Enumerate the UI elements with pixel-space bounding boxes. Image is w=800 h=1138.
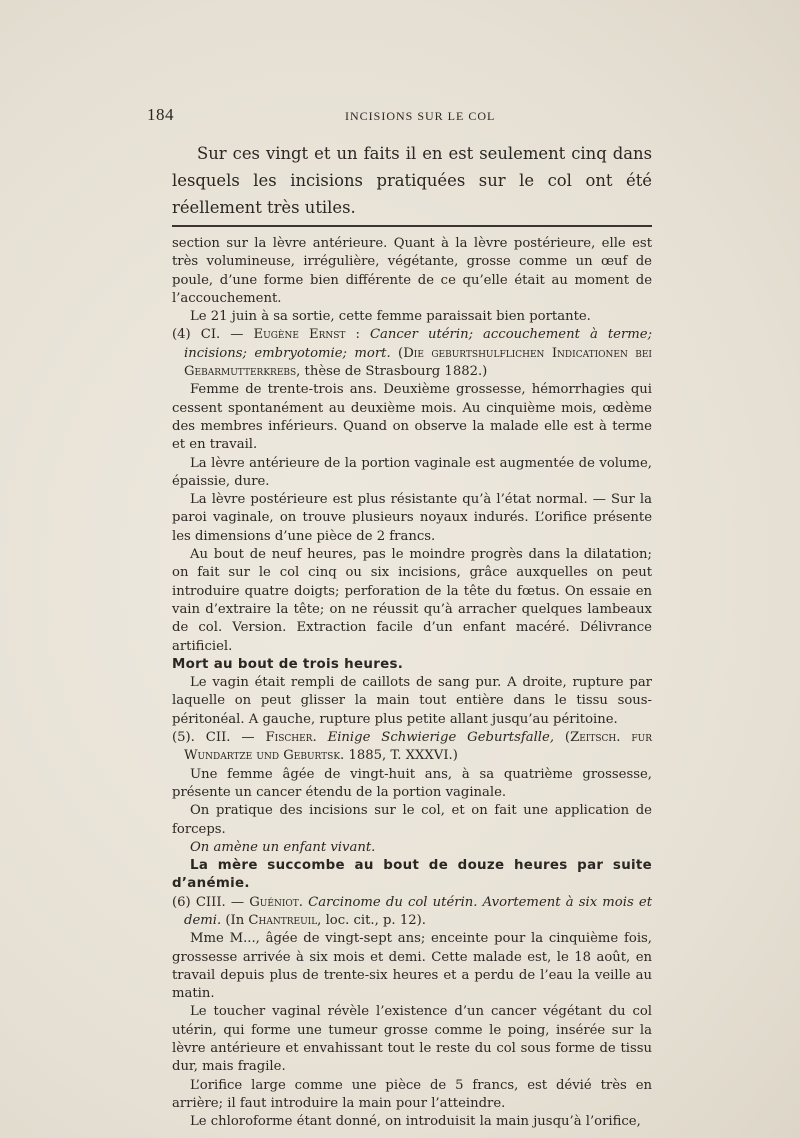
- note-paragraph: L’orifice large comme une pièce de 5 francs, est dévié très en arrière; il faut introduire la main pour l’atteindre.: [172, 1077, 652, 1111]
- note-paragraph: La lèvre antérieure de la portion vaginale est augmentée de volume, épaissie, dure.: [172, 455, 652, 489]
- case-number: (6) CIII. —: [172, 894, 250, 910]
- case-ref-close: 1885, T. XXXVI.): [344, 748, 458, 764]
- section-divider: [172, 225, 652, 227]
- outcome-text: Mort au bout de trois heures.: [172, 656, 404, 672]
- note-paragraph: Le vagin était rempli de caillots de sang pur. A droite, rupture par laquelle on peut glisser la main tout entière dans le tissu sous-péritonéal. A gauche, rupture plus petite allant jusqu’au péritoine.: [172, 675, 652, 727]
- note-paragraph: Le toucher vaginal révèle l’existence d’un cancer végétant du col utérin, qui forme une tumeur grosse comme le poing, insérée sur la lèvre antérieure et envahissant tout le reste du col sous forme de tissu dur, mais fragile.: [172, 1004, 652, 1075]
- note-paragraph: La lèvre postérieure est plus résistante qu’à l’état normal. — Sur la paroi vaginale, on trouve plusieurs noyaux indurés. L’orifice présente les dimensions d’une pièce de 2 francs.: [172, 492, 652, 544]
- case-number: (4) CI. —: [172, 327, 254, 343]
- running-title: INCISIONS SUR LE COL: [345, 109, 496, 123]
- case-title: Carcinome du col utérin. Avortement à six mois et demi.: [184, 894, 652, 928]
- case-author: Guéniot.: [249, 894, 303, 910]
- note-paragraph: Femme de trente-trois ans. Deuxième grossesse, hémorrhagies qui cessent spontanément au deuxième mois. Au cinquième mois, œdème des membres inférieurs. Quand on observe la malade elle est à terme et en travail.: [172, 382, 652, 453]
- case-author: Eugène Ernst: [253, 327, 346, 343]
- page-number: 184: [147, 105, 174, 124]
- case-number: (5). CII. —: [172, 730, 266, 746]
- case-ref-close: thèse de Strasbourg 1882.): [300, 364, 488, 380]
- page-header: [147, 105, 653, 125]
- case-reference: Zeitsch. fur Wundartze und Geburtsk.: [184, 730, 652, 764]
- note-paragraph: Mme M..., âgée de vingt-sept ans; enceinte pour la cinquième fois, grossesse arrivée à six mois et demi. Cette malade est, le 18 août, en travail depuis plus de trente-six heures et a perdu de l’eau la veille au matin.: [172, 931, 652, 1002]
- outcome-text: La mère succombe au bout de douze heures par suite d’anémie.: [172, 858, 652, 892]
- case-title: Cancer utérin; accouchement à terme; incisions; embryotomie; mort.: [184, 327, 653, 361]
- case-title: Einige Schwierige Geburtsfalle,: [316, 730, 555, 746]
- case-ref-close: loc. cit., p. 12).: [321, 912, 426, 928]
- case-heading-5: [172, 729, 652, 766]
- note-continuation: section sur la lèvre antérieure. Quant à la lèvre postérieure, elle est très volumineuse, irrégulière, végétante, grosse comme un œuf de poule, d’une forme bien différente de ce qu’elle était au moment de l’accouchement.: [172, 236, 652, 306]
- case-heading-6: [172, 894, 652, 931]
- case-author: Fischer.: [265, 730, 317, 746]
- case-ref-open: (: [390, 345, 404, 361]
- intro-text: Sur ces vingt et un faits il en est seulement cinq dans lesquels les incisions pratiquées sur le col ont été réellement très utiles.: [172, 144, 652, 217]
- case-ref-open: (: [554, 730, 571, 746]
- intro-paragraph: [172, 140, 652, 221]
- case-reference-author: Chantreuil,: [248, 912, 322, 928]
- note-paragraph: Au bout de neuf heures, pas le moindre progrès dans la dilatation; on fait sur le col cinq ou six incisions, grâce auxquelles on peut introduire quatre doigts; perforation de la tête du fœtus. On essaie en vain d’extraire la tête; on ne réussit qu’à arracher quelques lambeaux de col. Version. Extraction facile d’un enfant macéré. Délivrance artificiel.: [172, 547, 652, 654]
- note-paragraph: Une femme âgée de vingt-huit ans, à sa quatrième grossesse, présente un cancer étendu de la portion vaginale.: [172, 766, 652, 800]
- note-paragraph: On pratique des incisions sur le col, et on fait une application de forceps.: [172, 803, 652, 837]
- note-paragraph: Le chloroforme étant donné, on introduisit la main jusqu’à l’orifice,: [190, 1114, 641, 1130]
- case-notes: [172, 235, 652, 1132]
- case-reference: Die geburtshulflichen Indicationen bei Gebarmutterkrebs,: [184, 345, 652, 380]
- case-heading-4: [172, 326, 652, 381]
- case-separator: :: [345, 327, 370, 343]
- outcome-text: On amène un enfant vivant.: [190, 839, 376, 855]
- case-ref-open: (In: [221, 912, 249, 928]
- note-paragraph: Le 21 juin à sa sortie, cette femme paraissait bien portante.: [190, 309, 591, 325]
